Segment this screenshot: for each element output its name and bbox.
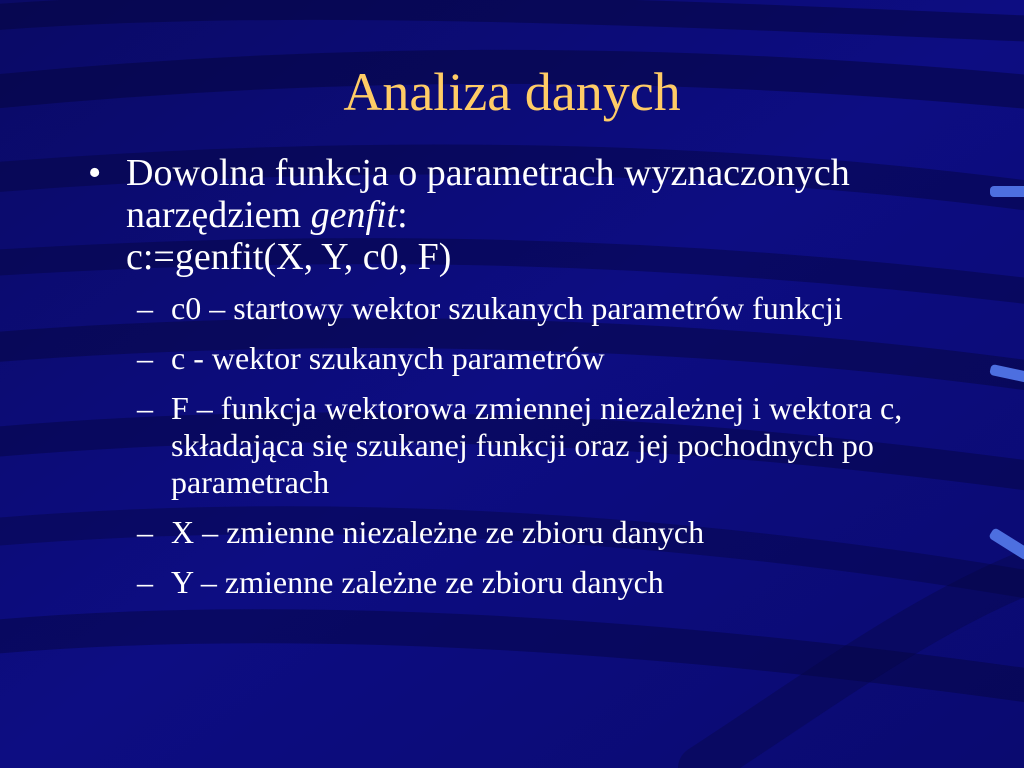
sub-bullet-item	[80, 290, 940, 327]
sub-bullet-text: c0 – startowy wektor szukanych parametrów funkcji	[171, 290, 843, 326]
genfit-term: genfit	[310, 194, 398, 236]
sub-bullet-text: X – zmienne niezależne ze zbioru danych	[171, 514, 705, 550]
sub-bullet-marker: –	[137, 340, 153, 376]
sub-bullet-text: F – funkcja wektorowa zmiennej niezależnej i wektora c, składająca się szukanej funkcji oraz jej pochodnych po parametrach	[171, 390, 903, 500]
bullet-text: Dowolna funkcja o parametrach wyznaczonych narzędziem	[126, 152, 850, 236]
sub-bullet-marker: –	[137, 390, 153, 426]
genfit-formula: c:=genfit(X, Y, c0, F)	[126, 236, 452, 278]
sub-bullet-marker: –	[137, 514, 153, 550]
sub-bullet-marker: –	[137, 564, 153, 600]
sub-bullet-text: Y – zmienne zależne ze zbioru danych	[171, 564, 664, 600]
sub-bullet-item	[80, 514, 940, 551]
bullet-marker: •	[88, 152, 102, 194]
sub-bullet-marker: –	[137, 290, 153, 326]
sub-bullet-text: c - wektor szukanych parametrów	[171, 340, 605, 376]
bullet-colon: :	[397, 194, 408, 236]
bullet-item	[80, 152, 940, 278]
slide-content	[80, 152, 940, 614]
sub-bullet-item	[80, 340, 940, 377]
sub-bullet-item	[80, 390, 940, 501]
sub-bullet-item	[80, 564, 940, 601]
slide-title: Analiza danych	[343, 62, 681, 122]
